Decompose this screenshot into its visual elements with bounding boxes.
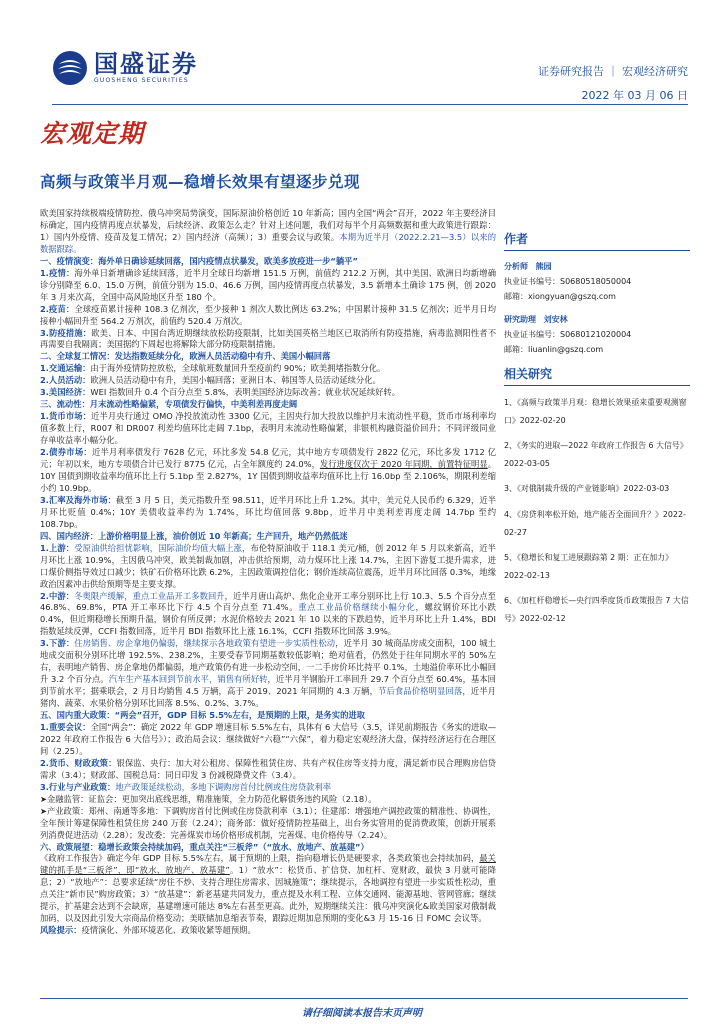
section-heading: 四、国内经济：上游价格明显上涨，油价创近 10 年新高；生产回升，地产仍然低迷 [40,530,348,541]
paragraph: 1.货币市场：近半月央行通过 OMO 净投放流动性 3300 亿元，主因央行加大投放以维护月末流动性平稳，货币市场利率均值多数上行，R007 和 DR007 利差均值环比走阔 7.1bp，表明月末流动性略偏紧，非银机构融资溢价回升；不同评级同业存单收益率小幅分化。 [40,411,496,446]
section-heading: 五、国内重大政策：“两会”召开，GDP 目标 5.5%左右，是预期的上限，是务实的进取 [40,710,365,721]
section-heading: 三、流动性：月末流动性略偏紧，专项债发行偏快，中美利差再度走阔 [40,399,298,410]
bullet-paragraph: ➤金融监管：证监会：更加突出底线思维，精准施策，全力防范化解债务违约风险（2.18）。 [40,793,377,804]
report-title: 高频与政策半月观—稳增长效果有望逐步兑现 [40,173,361,191]
paragraph: 2.货币、财政政策：银保监、央行：加大对公租房、保障性租赁住房、共有产权住房等支持力度，满足新市民合理购房信贷需求（3.4）；财政部、国税总局：同日印发 3 份减税降费文件（3.4）。 [40,757,496,780]
related-item[interactable]: 3、《对俄制裁升级的产业链影响》2022-03-03 [504,484,670,494]
doc-type: 宏观定期 [40,119,145,148]
related-item[interactable]: 6、《加杠杆稳增长—央行四季度货币政策报告 7 大信号》2022-02-12 [504,596,689,623]
related-item[interactable]: 1、《高频与政策半月观：稳增长效果亟来重要观测窗口》2022-02-20 [504,398,687,425]
paragraph: 1.重要会议：全国“两会”：确定 2022 年 GDP 增速目标 5.5%左右，具体有 6 大信号（3.5，详见前期报告《务实的进取—2022 年政府工作报告 6 大信号》）；政治局会议：继续做好“六稳”“六保”，着力稳定宏观经济大盘，保持经济运行在合理区间（2.25）。 [40,721,496,756]
paragraph: 2.人员活动：欧洲人员活动稳中有升，美国小幅回落；亚洲日本、韩国等人员活动延续分化。 [40,375,381,386]
company-logo [52,50,198,86]
paragraph: 2.中游：冬奥限产缓解，重点工业品开工多数回升，近半月唐山高炉、焦化企业开工率分别环比上行 10.3、5.5 个百分点至 46.8%、69.8%，PTA 开工率环比下行 4.5 个百分点至 71.4%。重点工业品价格继续小幅分化，螺纹钢价环比小跌 0.4%，但近期稳增长预期升温，钢价有所反弹；水泥价格较去 2021 年 10 以来的下跌趋势，近半月环比上升 1.4%，BDI 指数延续反弹，CCFI 指数回落，近半月 BDI 指数环比上涨 16.1%，CCFI 指数环比回落 3.9%。 [40,590,496,637]
logo-name-en: GUOSHENG SECURITIES [94,77,189,84]
related-item[interactable]: 5、《稳增长和复工进展跟踪第 2 期：正在加力》2022-02-13 [504,553,673,580]
paragraph: 3.美国经济：WEI 指数回升 0.4 个百分点至 5.8%，表明美国经济边际改善；就业状况延续好转。 [40,387,401,398]
paragraph: 1.交通运输：由于海外疫情防控放松，全球航班数量回升至疫前约 90%；欧美拥堵指数分化。 [40,363,386,374]
analyst-cert: 执业证书编号：S0680518050004 [504,277,632,286]
assistant-email[interactable]: 邮箱：liuanlin@gszq.com [504,345,604,354]
risk-paragraph: 风险提示：疫情演化、外部环境恶化、政策收紧等超预期。 [40,925,256,936]
report-category: 证券研究报告 ｜ 宏观经济研究 [538,65,688,78]
guosheng-logo-icon [52,50,88,86]
header-divider [52,104,688,105]
section-heading: 二、全球复工情况：发达指数延续分化，欧洲人员活动稳中有升、美国小幅回落 [40,351,331,362]
paragraph: 2.疫苗：全球疫苗累计接种 108.3 亿剂次，至少接种 1 剂次人数比例达 63.2%；中国累计接种 31.5 亿剂次；近半月日均接种小幅回升至 564.2 万剂次，前值约 520.4 万剂次。 [40,303,496,326]
footer-disclaimer: 请仔细阅读本报告末页声明 [302,1008,422,1019]
analyst-name: 熊园 [535,262,552,271]
assistant-cert: 执业证书编号：S0680121020004 [504,330,632,339]
paragraph: 3.行业与产业政策：地产政策延续松动，多地下调购房首付比例或住房贷款利率 [40,781,332,792]
assistant-label: 研究助理 [504,315,536,324]
assistant-name: 刘安林 [543,315,568,324]
paragraph: 《政府工作报告》确定今年 GDP 目标 5.5%左右，属于预期的上限，指向稳增长仍是硬要求，各类政策也会持续加码，最关键的抓手是“三板斧”，即“放水、放地产、放基建”。1）“放水”：松货币、扩信贷、加杠杆、宽财政，最快 3 月就可能降息；2）“放地产”：总要求延续“房住不炒、支持合理住房需求、因城施策”；继续提示，各地调控有望进一步实质性松动，重点关注“新市民”购房政策；3）“放基建”：新老基建共同发力，重点提及水利工程、立体交通网、能源基地、管网管廊；继续提示，扩基建会达到不会缺席，基建增速可能达 8%左右甚至更高。此外，短期继续关注：俄乌冲突演化&欧美国家对俄制裁加码，以及因此引发大宗商品价格变动；美联储加息缩表节奏，跟踪近期加息预期的变化&3 月 15-16 日 FOMC 会议等。 [40,853,496,924]
analyst-email[interactable]: 邮箱：xiongyuan@gszq.com [504,292,616,301]
bullet-paragraph: ➤产业政策：郑州、南通等多地：下调购房首付比例或住房贷款利率（3.1）；住建部：增强地产调控政策的精准性、协调性，全年预计筹建保障性租赁住房 240 万套（2.24）；商务部：做好疫情防控基础上，出台务实管用的促消费政策，创新开展系列消费促进活动（2.28）；发改委：完善煤炭市场价格形成机制，完善煤、电价格传导（2.24）。 [40,805,496,840]
analyst-block [504,259,690,304]
related-list [504,394,690,628]
related-item[interactable]: 4、《房贷利率松开始，地产能否全面回升？》2022-02-27 [504,509,686,537]
assistant-block [504,312,690,357]
report-header [538,64,688,104]
sidebar [504,230,690,636]
section-heading: 六、政策展望：稳增长政策会持续加码，重点关注“三板斧”（“放水、放地产、放基建”） [40,841,369,852]
related-heading: 相关研究 [504,365,690,386]
paragraph: 3.防疫措施：欧美、日本、中国台湾近期继续放松防疫限制，比如美国英格兰地区已取消所有防疫措施，病毒监测阳性者不再需要自我隔离；美国据约下周起也将解除大部分防疫限制措施。 [40,327,496,350]
section-heading: 一、疫情演变：海外单日确诊延续回落，国内疫情点状暴发，欧美多放疫进一步“躺平” [40,255,358,266]
intro-paragraph: 欧美国家持续极端疫情防控、俄乌冲突局势演变，国际原油价格创近 10 年新高；国内全国“两会”召开，2022 年主要经济目标确定，国内疫情再度点状暴发，后续经济、政策怎么走？针对上述问题，我们对每半个月高频数据和重大政策进行跟踪：1）国内外疫情、疫苗及复工情况；2）国内经济（高频）；3）重要会议与政策。本期为近半月（2022.2.21—3.5）以来的数据跟踪。 [40,208,496,254]
logo-name-cn: 国盛证券 [94,49,198,78]
paragraph: 1.上游：受原油供给担忧影响，国际油价均值大幅上涨，布伦特原油收于 118.1 美元/桶，创 2012 年 5 月以来新高，近半月环比上涨 10.9%，主因俄乌冲突，欧美制裁加剧，冲击供给预期，动力煤环比上涨 14.7%，主因下游复工提升需求，进口煤价侧指导效过口减少；铁矿石价格环比跌 6.2%，主因政策调控信化；钢价连续高位震荡，近半月环比回落 0.3%，地缘政治因素冲击供给预期等是主要支撑。 [40,542,496,589]
report-date: 2022 年 03 月 06 日 [581,89,688,102]
paragraph: 3.汇率及海外市场：截至 3 月 5 日，美元指数升至 98.511，近半月环比上升 1.2%。其中，美元兑人民币约 6.329，近半月环比贬值 0.4%；10Y 美债收益率约为 1.74%，环比均值回落 9.8bp，近半月中美利差再度走阔 14.7bp 至约 108.7bp。 [40,494,496,529]
paragraph: 3.下游：住房销售、房企拿地仍偏弱，继续探示各地政策有望进一步实质性松动，近半月 30 城商品房成交面积，100 城土地成交面积分别环比增 192.5%、238.2%，主要受春节同期基数较低影响；绝对值看，仍然处于往年同期水平的 50%左右，表明地产销售、房企拿地仍都偏弱，地产政策仍有进一步松动空间，一二手房价环比持平 0.1%，土地溢价率环比小幅回升 3.2 个百分点。汽车生产基本回到节前水平，销售有所好转，近半月半钢胎开工率回升 29.7 个百分点至 60.4%，基本回到节前水平；据乘联会，2 月日均销售 4.5 万辆，高于 2019、2021 年同期的 4.3 万辆，节后食品价格明显回落，近半月猪肉、蔬菜、水果价格分别环比回落 8.5%、0.2%、3.7%。 [40,638,496,709]
authors-heading: 作者 [504,230,690,251]
paragraph: 1.疫情：海外单日新增确诊延续回落，近半月全球日均新增 151.5 万例，前值约 212.2 万例，其中美国、欧洲日均新增确诊分别降至 6.0、15.0 万例，前值分别为 15.0、46.6 万例，国内疫情再度点状暴发，3.5 新增本土确诊 175 例，创 2020 年 3 月来次高，全国中高风险地区升至 180 个。 [40,267,496,302]
related-item[interactable]: 2、《务实的进取—2022 年政府工作报告 6 大信号》2022-03-05 [504,441,688,468]
footer-divider [40,998,688,999]
analyst-label: 分析师 [504,262,528,271]
report-body [40,208,496,998]
paragraph: 2.债券市场：近半月利率债发行 7628 亿元，环比多发 54.8 亿元，其中地方专项债发行 2822 亿元，环比多发 1712 亿元；年初以来，地方专项债合计已发行 8775 亿元，占全年额度约 24.0%，发行进度仅次于 2020 年同期，前置特征明显。10Y 国债到期收益率均值环比上行 5.1bp 至 2.827%，1Y 国债到期收益率均值环比上行 16.0bp 至 2.106%，期限利差缩小约 10.9bp。 [40,447,496,493]
